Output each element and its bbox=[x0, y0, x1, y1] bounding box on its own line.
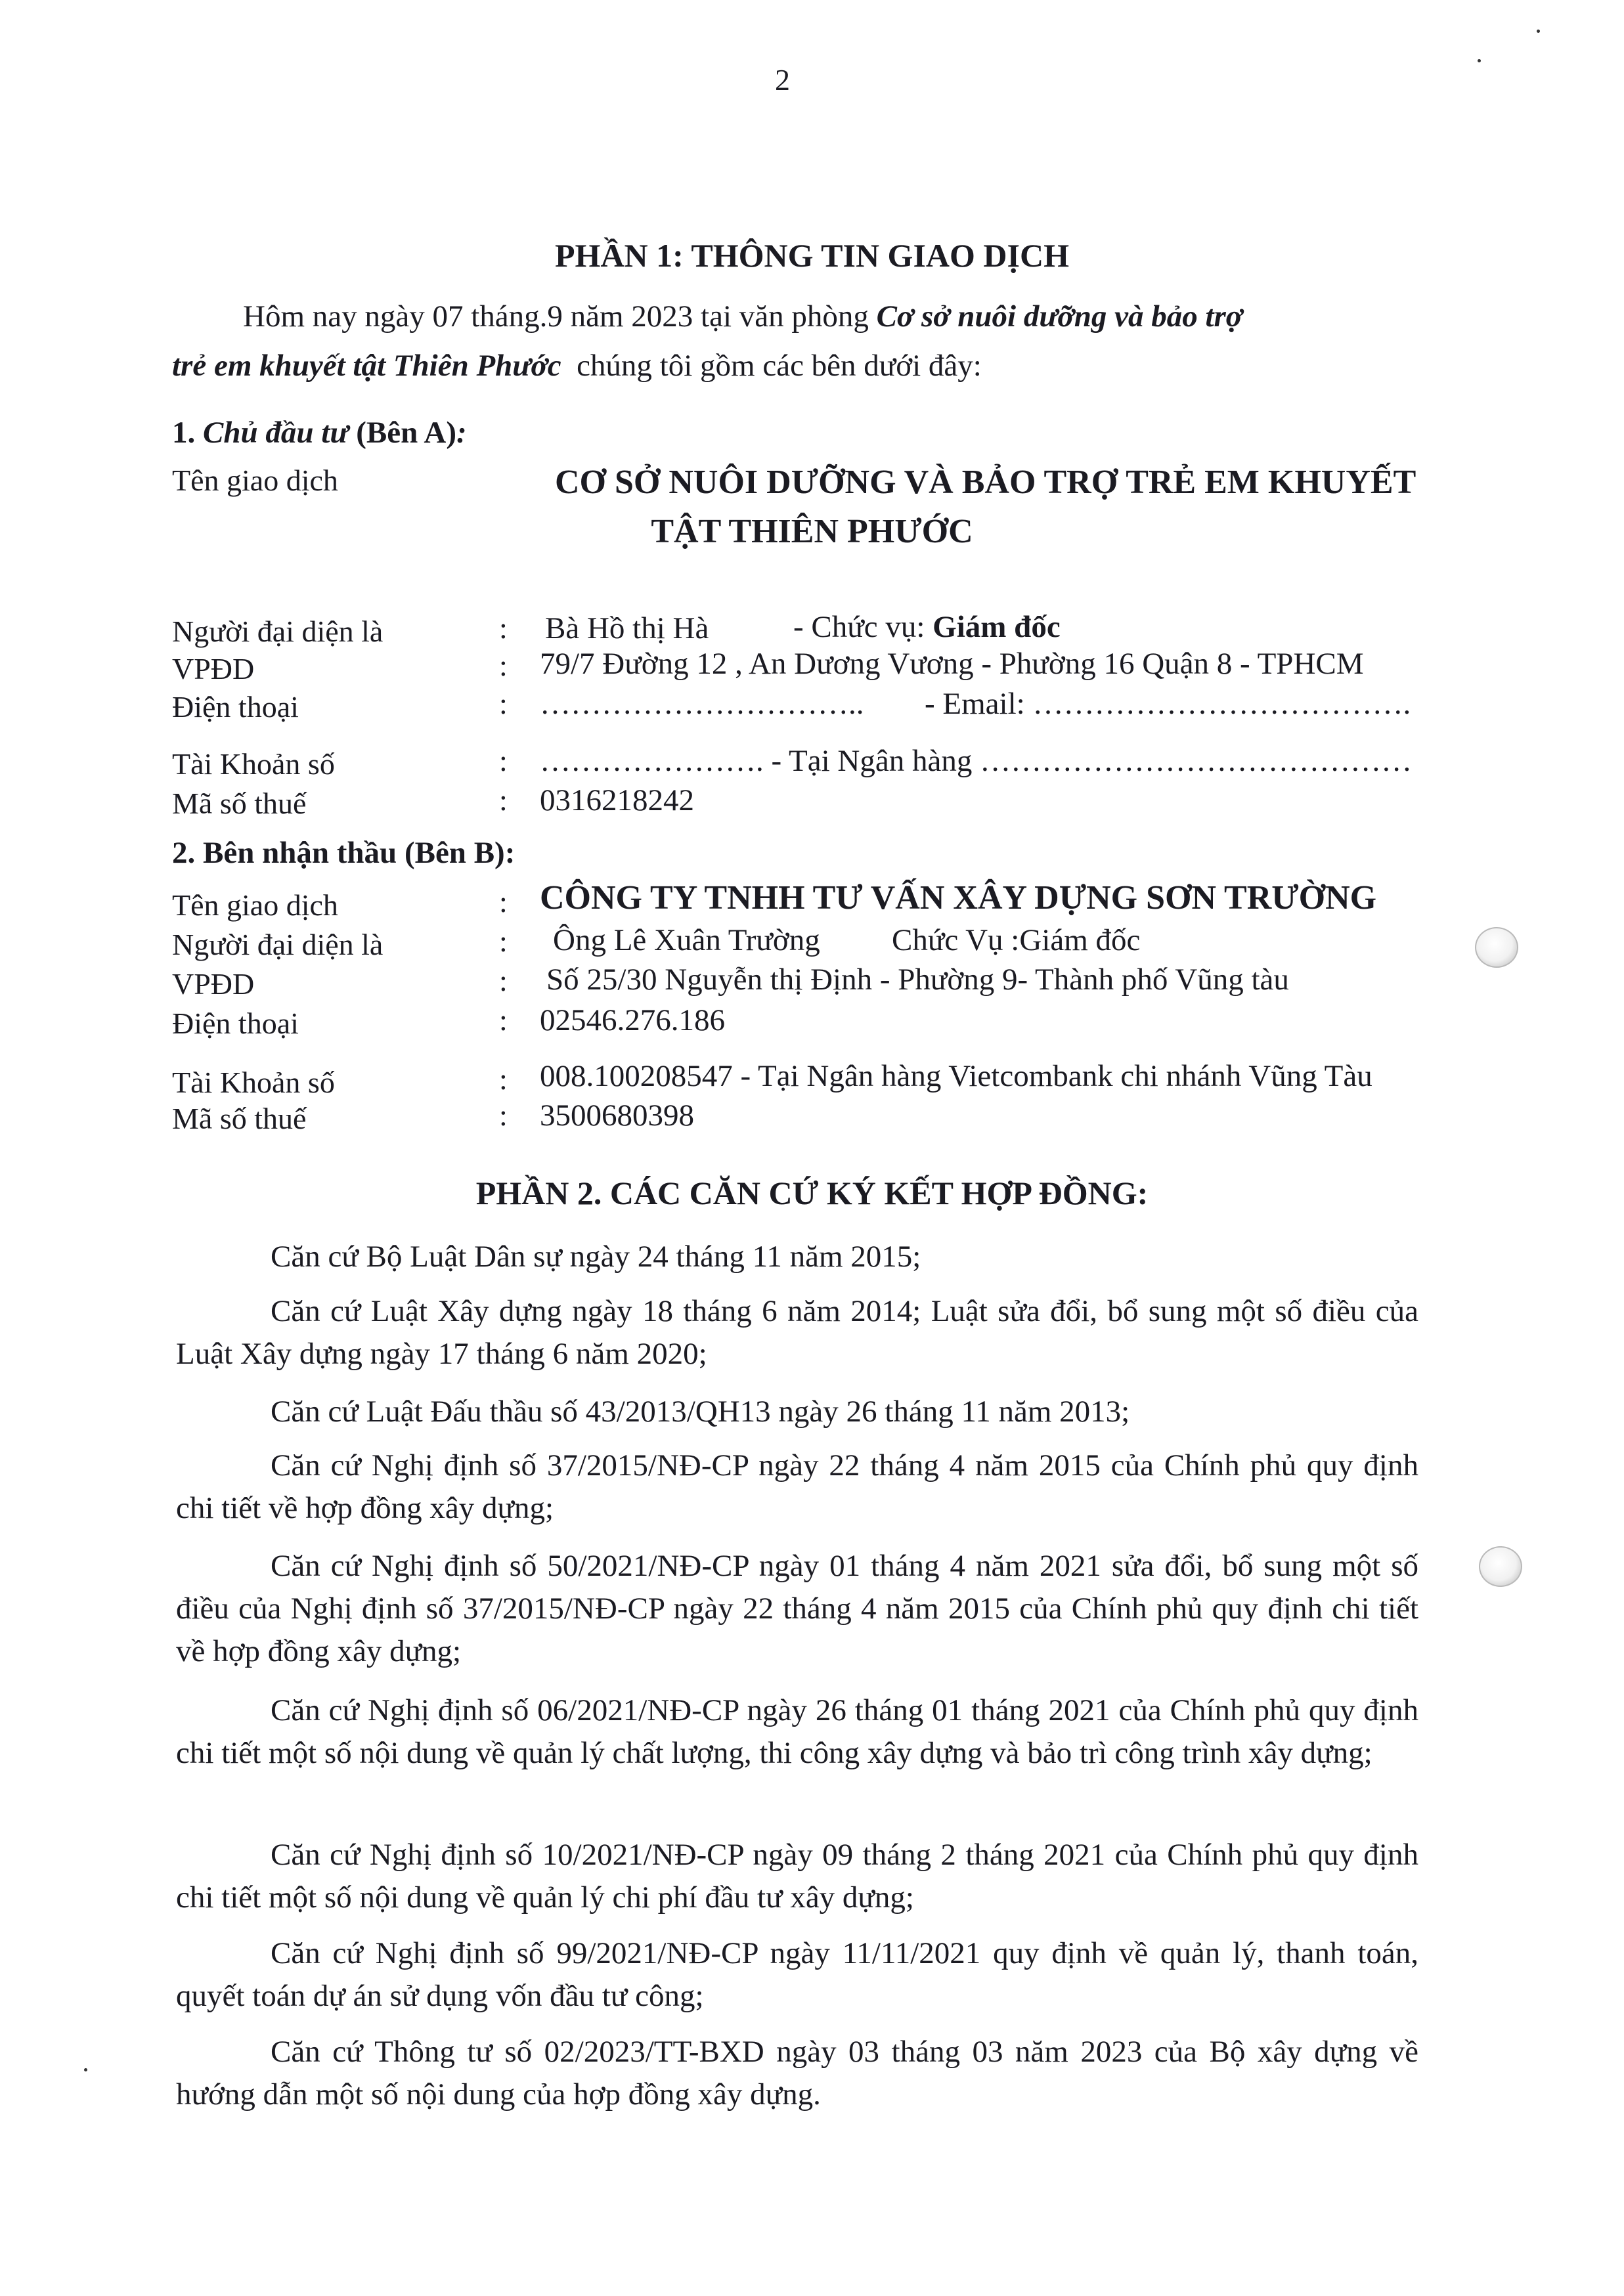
legal-basis-item bbox=[176, 1834, 1418, 1919]
party-b-office-label: VPĐD bbox=[172, 967, 255, 1001]
party-a-office-label: VPĐD bbox=[172, 652, 255, 685]
party-b-office-value: Số 25/30 Nguyễn thị Định - Phường 9- Thành phố Vũng tàu bbox=[546, 963, 1289, 997]
colon: : bbox=[499, 783, 508, 817]
colon: : bbox=[499, 687, 508, 720]
legal-basis-item bbox=[176, 1689, 1418, 1775]
intro-lead: Hôm nay ngày 07 tháng.9 năm 2023 tại văn phòng bbox=[243, 299, 877, 334]
party-a-phone-label: Điện thoại bbox=[172, 690, 299, 724]
page-number: 2 bbox=[775, 63, 790, 97]
scan-speck bbox=[1537, 30, 1540, 33]
party-b-phone-value: 02546.276.186 bbox=[540, 1003, 725, 1037]
party-a-tax-label: Mã số thuế bbox=[172, 787, 307, 820]
legal-basis-text: Căn cứ Nghị định số 37/2015/NĐ-CP ngày 22 tháng 4 năm 2015 của Chính phủ quy định chi tiết về hợp đồng xây dựng; bbox=[176, 1448, 1418, 1525]
legal-basis-text: Căn cứ Nghị định số 50/2021/NĐ-CP ngày 01 tháng 4 năm 2021 sửa đổi, bổ sung một số điều của Nghị định số 37/2015/NĐ-CP ngày 22 tháng 4 năm 2015 của Chính phủ quy định chi tiết về hợp đồng xây dựng; bbox=[176, 1549, 1418, 1668]
party-b-rep-label: Người đại diện là bbox=[172, 928, 384, 961]
scan-speck bbox=[1478, 59, 1481, 62]
colon: : bbox=[499, 744, 508, 777]
intro-line2 bbox=[172, 348, 982, 383]
intro-place-line1: Cơ sở nuôi dưỡng và bảo trợ bbox=[876, 299, 1243, 334]
party-a-trade-name-label: Tên giao dịch bbox=[172, 464, 338, 497]
legal-basis-item bbox=[176, 1290, 1418, 1375]
party-a-bank-value: …………………………………… bbox=[980, 744, 1413, 778]
party-a-email-label: - Email: bbox=[925, 687, 1025, 721]
legal-basis-item bbox=[176, 1545, 1418, 1673]
party-a-tax-value: 0316218242 bbox=[540, 783, 694, 817]
party-a-email-value: ………………………………. bbox=[1032, 687, 1411, 721]
party-a-bank-label: - Tại Ngân hàng bbox=[771, 744, 973, 778]
legal-basis-text: Căn cứ Luật Xây dựng ngày 18 tháng 6 năm 2014; Luật sửa đổi, bổ sung một số điều của Luật Xây dựng ngày 17 tháng 6 năm 2020; bbox=[176, 1294, 1418, 1371]
party-b-account-value: 008.100208547 - Tại Ngân hàng Vietcombank chi nhánh Vũng Tàu bbox=[540, 1059, 1372, 1093]
punch-hole bbox=[1479, 1546, 1522, 1587]
party-a-rep-label: Người đại diện là bbox=[172, 615, 384, 648]
party-b-account-label: Tài Khoản số bbox=[172, 1066, 335, 1099]
party-a-account-value: …………………. bbox=[540, 744, 764, 778]
party-a-heading-prefix: 1. bbox=[172, 416, 203, 450]
party-a-position-label: - Chức vụ: bbox=[793, 610, 925, 644]
intro-tail: chúng tôi gồm các bên dưới đây: bbox=[577, 349, 982, 383]
party-a-phone-value: ………………………….. bbox=[540, 687, 864, 721]
party-a-email bbox=[925, 686, 1411, 722]
scan-speck bbox=[84, 2068, 87, 2071]
colon: : bbox=[499, 649, 508, 682]
part2-title: PHẦN 2. CÁC CĂN CỨ KÝ KẾT HỢP ĐỒNG: bbox=[475, 1175, 1149, 1211]
legal-basis-text: Căn cứ Luật Đấu thầu số 43/2013/QH13 ngày 26 tháng 11 năm 2013; bbox=[271, 1395, 1130, 1429]
legal-basis-item bbox=[176, 1932, 1418, 2018]
party-a-trade-name-line1: CƠ SỞ NUÔI DƯỠNG VÀ BẢO TRỢ TRẺ EM KHUYẾT bbox=[555, 464, 1416, 501]
punch-hole bbox=[1475, 927, 1518, 968]
party-a-rep-value: Bà Hồ thị Hà bbox=[545, 611, 709, 645]
colon: : bbox=[499, 1062, 508, 1096]
party-b-trade-name-label: Tên giao dịch bbox=[172, 888, 338, 922]
colon: : bbox=[499, 924, 508, 958]
part1-title: PHẦN 1: THÔNG TIN GIAO DỊCH bbox=[555, 237, 1069, 274]
legal-basis-text: Căn cứ Thông tư số 02/2023/TT-BXD ngày 03 tháng 03 năm 2023 của Bộ xây dựng về hướng dẫn một số nội dung của hợp đồng xây dựng. bbox=[176, 2035, 1418, 2112]
party-a-heading-colon: : bbox=[456, 416, 467, 450]
party-a-account-label: Tài Khoản số bbox=[172, 747, 335, 781]
party-b-phone-label: Điện thoại bbox=[172, 1007, 299, 1040]
party-b-trade-name: CÔNG TY TNHH TƯ VẤN XÂY DỰNG SƠN TRƯỜNG bbox=[540, 879, 1377, 917]
legal-basis-item bbox=[176, 1391, 1418, 1433]
party-b-position: Chức Vụ :Giám đốc bbox=[892, 923, 1141, 957]
legal-basis-item bbox=[176, 2031, 1418, 2116]
colon: : bbox=[499, 1003, 508, 1037]
legal-basis-text: Căn cứ Nghị định số 06/2021/NĐ-CP ngày 26 tháng 01 tháng 2021 của Chính phủ quy định chi tiết một số nội dung về quản lý chất lượng, thi công xây dựng và bảo trì công trình xây dựng; bbox=[176, 1693, 1418, 1770]
party-a-account bbox=[540, 743, 1412, 779]
intro-line1 bbox=[243, 299, 1242, 334]
intro-place-line2: trẻ em khuyết tật Thiên Phước bbox=[172, 349, 561, 383]
colon: : bbox=[499, 611, 508, 645]
legal-basis-text: Căn cứ Bộ Luật Dân sự ngày 24 tháng 11 năm 2015; bbox=[271, 1240, 921, 1274]
party-b-tax-value: 3500680398 bbox=[540, 1098, 694, 1133]
legal-basis-text: Căn cứ Nghị định số 99/2021/NĐ-CP ngày 11/11/2021 quy định về quản lý, thanh toán, quyết toán dự án sử dụng vốn đầu tư công; bbox=[176, 1936, 1418, 2013]
party-a-heading-party: (Bên A) bbox=[348, 416, 456, 450]
colon: : bbox=[499, 885, 508, 919]
colon: : bbox=[499, 964, 508, 997]
legal-basis-text: Căn cứ Nghị định số 10/2021/NĐ-CP ngày 09 tháng 2 tháng 2021 của Chính phủ quy định chi tiết một số nội dung về quản lý chi phí đầu tư xây dựng; bbox=[176, 1838, 1418, 1915]
party-a-office-value: 79/7 Đường 12 , An Dương Vương - Phường 16 Quận 8 - TPHCM bbox=[540, 647, 1364, 681]
party-a-position bbox=[793, 609, 1061, 645]
legal-basis-item bbox=[176, 1444, 1418, 1530]
party-b-rep-value: Ông Lê Xuân Trường bbox=[553, 923, 820, 957]
party-b-heading: 2. Bên nhận thầu (Bên B): bbox=[172, 836, 516, 870]
party-a-trade-name-line2: TẬT THIÊN PHƯỚC bbox=[651, 513, 973, 550]
party-b-tax-label: Mã số thuế bbox=[172, 1102, 307, 1135]
party-a-heading-role: Chủ đầu tư bbox=[203, 416, 349, 450]
party-a-position-value: Giám đốc bbox=[933, 610, 1061, 644]
party-a-heading bbox=[172, 415, 467, 450]
legal-basis-item bbox=[176, 1236, 1418, 1278]
colon: : bbox=[499, 1098, 508, 1132]
